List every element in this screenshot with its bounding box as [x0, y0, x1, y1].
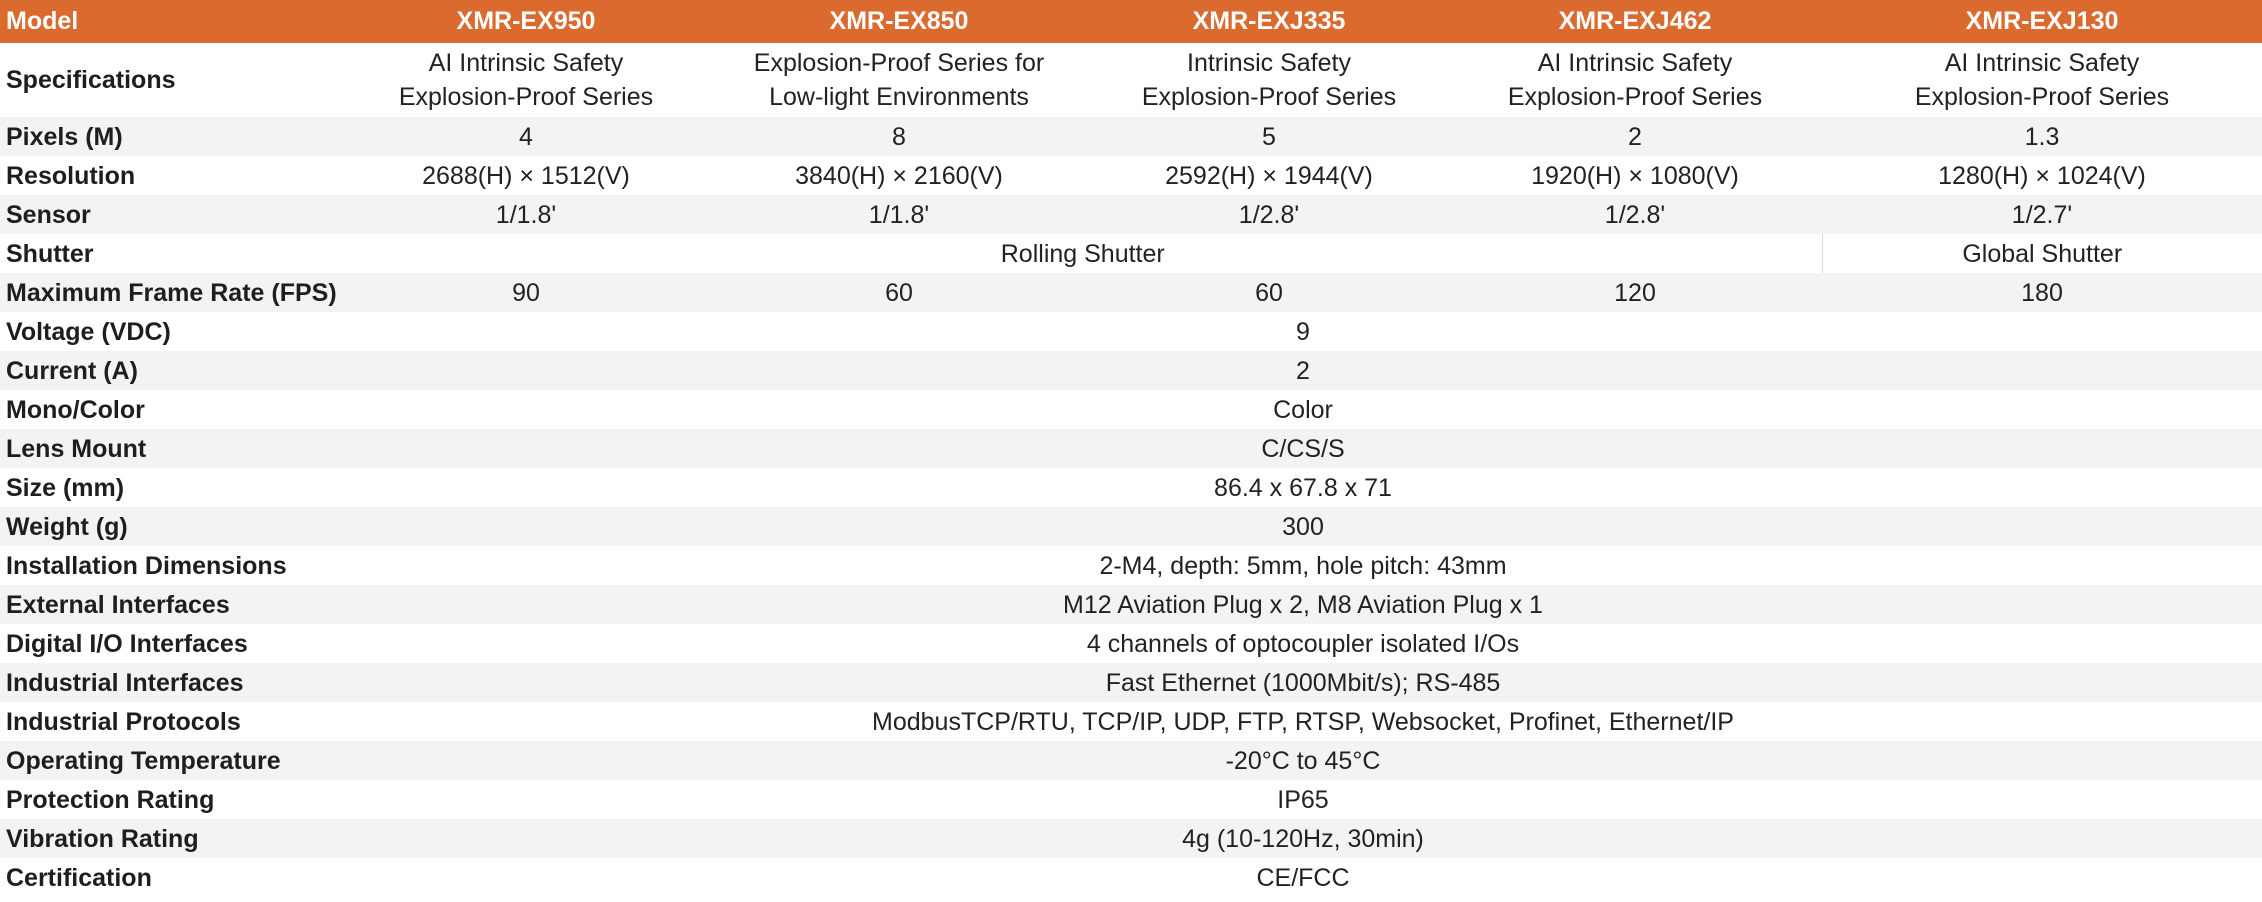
shared-value-cell: 2-M4, depth: 5mm, hole pitch: 43mm: [344, 546, 2262, 585]
table-row: [0, 546, 2262, 585]
value-cell: 4: [344, 117, 708, 156]
row-label: Industrial Interfaces: [0, 663, 344, 702]
value-cell: 1/1.8': [344, 195, 708, 234]
table-row: [0, 234, 2262, 273]
header-row: [0, 0, 2262, 43]
table-row: [0, 117, 2262, 156]
table-row: [0, 780, 2262, 819]
row-label: Mono/Color: [0, 390, 344, 429]
row-label: Current (A): [0, 351, 344, 390]
spec-cell: Explosion-Proof Series for Low-light Environments: [708, 43, 1090, 117]
rolling-shutter-cell: Rolling Shutter: [344, 234, 1822, 273]
shared-value-cell: 9: [344, 312, 2262, 351]
row-label: Vibration Rating: [0, 819, 344, 858]
spec-cell: AI Intrinsic Safety Explosion-Proof Series: [1448, 43, 1822, 117]
row-label: Protection Rating: [0, 780, 344, 819]
value-cell: 2688(H) × 1512(V): [344, 156, 708, 195]
spec-cell: AI Intrinsic Safety Explosion-Proof Series: [1822, 43, 2262, 117]
table-row: [0, 195, 2262, 234]
table-row: [0, 312, 2262, 351]
row-label: Maximum Frame Rate (FPS): [0, 273, 344, 312]
row-label: Resolution: [0, 156, 344, 195]
shared-value-cell: Color: [344, 390, 2262, 429]
shared-value-cell: IP65: [344, 780, 2262, 819]
shared-value-cell: -20°C to 45°C: [344, 741, 2262, 780]
value-cell: 1.3: [1822, 117, 2262, 156]
shared-value-cell: 300: [344, 507, 2262, 546]
row-label: Lens Mount: [0, 429, 344, 468]
shared-value-cell: M12 Aviation Plug x 2, M8 Aviation Plug x 1: [344, 585, 2262, 624]
table-row: [0, 43, 2262, 117]
value-cell: 60: [708, 273, 1090, 312]
row-label: Specifications: [0, 43, 344, 117]
model-header: XMR-EXJ335: [1090, 0, 1448, 43]
spec-cell: Intrinsic Safety Explosion-Proof Series: [1090, 43, 1448, 117]
table-row: [0, 819, 2262, 858]
table-row: [0, 390, 2262, 429]
table-row: [0, 741, 2262, 780]
value-cell: 1/1.8': [708, 195, 1090, 234]
table-row: [0, 468, 2262, 507]
value-cell: 8: [708, 117, 1090, 156]
table-row: [0, 585, 2262, 624]
shared-value-cell: ModbusTCP/RTU, TCP/IP, UDP, FTP, RTSP, Websocket, Profinet, Ethernet/IP: [344, 702, 2262, 741]
model-header: XMR-EXJ462: [1448, 0, 1822, 43]
row-label: Size (mm): [0, 468, 344, 507]
shared-value-cell: 2: [344, 351, 2262, 390]
row-label: External Interfaces: [0, 585, 344, 624]
row-label: Weight (g): [0, 507, 344, 546]
value-cell: 1/2.8': [1090, 195, 1448, 234]
row-label: Voltage (VDC): [0, 312, 344, 351]
value-cell: 90: [344, 273, 708, 312]
table-row: [0, 273, 2262, 312]
row-label: Installation Dimensions: [0, 546, 344, 585]
table-row: [0, 663, 2262, 702]
row-label: Certification: [0, 858, 344, 898]
shared-value-cell: C/CS/S: [344, 429, 2262, 468]
value-cell: 2592(H) × 1944(V): [1090, 156, 1448, 195]
row-label: Sensor: [0, 195, 344, 234]
value-cell: 1/2.7': [1822, 195, 2262, 234]
table-row: [0, 507, 2262, 546]
value-cell: 3840(H) × 2160(V): [708, 156, 1090, 195]
model-header: XMR-EXJ130: [1822, 0, 2262, 43]
table-row: [0, 624, 2262, 663]
table-row: [0, 351, 2262, 390]
value-cell: 60: [1090, 273, 1448, 312]
value-cell: 120: [1448, 273, 1822, 312]
table-row: [0, 429, 2262, 468]
header-row-label: Model: [0, 0, 344, 43]
global-shutter-cell: Global Shutter: [1822, 234, 2262, 273]
value-cell: 5: [1090, 117, 1448, 156]
table-row: [0, 156, 2262, 195]
model-header: XMR-EX950: [344, 0, 708, 43]
shared-value-cell: 4g (10-120Hz, 30min): [344, 819, 2262, 858]
value-cell: 1/2.8': [1448, 195, 1822, 234]
spec-cell: AI Intrinsic Safety Explosion-Proof Series: [344, 43, 708, 117]
value-cell: 2: [1448, 117, 1822, 156]
row-label: Shutter: [0, 234, 344, 273]
shared-value-cell: 86.4 x 67.8 x 71: [344, 468, 2262, 507]
row-label: Industrial Protocols: [0, 702, 344, 741]
model-header: XMR-EX850: [708, 0, 1090, 43]
row-label: Pixels (M): [0, 117, 344, 156]
value-cell: 1280(H) × 1024(V): [1822, 156, 2262, 195]
table-row: [0, 702, 2262, 741]
value-cell: 180: [1822, 273, 2262, 312]
row-label: Operating Temperature: [0, 741, 344, 780]
row-label: Digital I/O Interfaces: [0, 624, 344, 663]
table-row: [0, 858, 2262, 898]
value-cell: 1920(H) × 1080(V): [1448, 156, 1822, 195]
shared-value-cell: Fast Ethernet (1000Mbit/s); RS-485: [344, 663, 2262, 702]
shared-value-cell: 4 channels of optocoupler isolated I/Os: [344, 624, 2262, 663]
shared-value-cell: CE/FCC: [344, 858, 2262, 898]
